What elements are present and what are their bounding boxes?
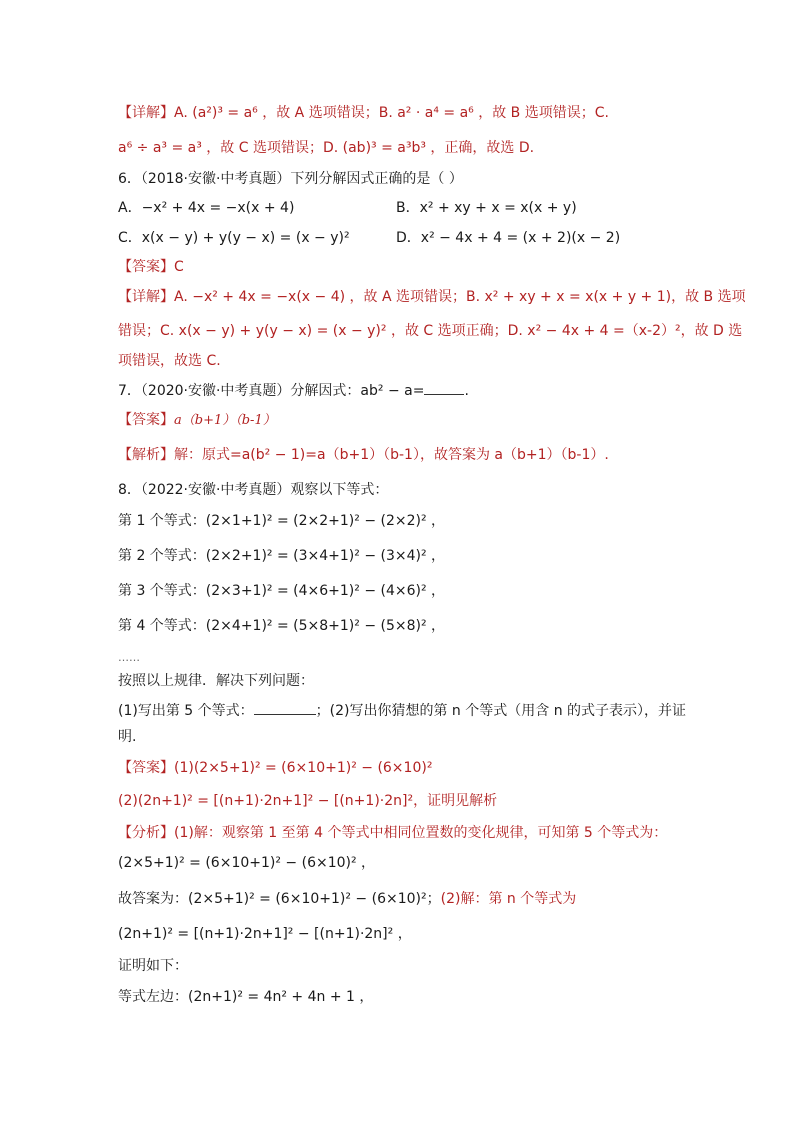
analysis-text: (1)解：观察第 1 至第 4 个等式中相同位置数的变化规律，可知第 5 个等式为： [174, 825, 668, 841]
q8-equation-1: 第 1 个等式：(2×1+1)² = (2×2+1)² − (2×2)² ， [118, 513, 446, 529]
detail-text: A. −x² + 4x = −x(x − 4) ，故 A 选项错误；B. x² + xy + x = x(x + y + 1)，故 B 选项 [174, 289, 746, 305]
q7-stem-end: . [464, 383, 469, 399]
answer-tag: 【答案】 [118, 259, 174, 275]
detail-line-2: a⁶ ÷ a³ = a³ ，故 C 选项错误；D. (ab)³ = a³b³ ，正确，故选 D. [118, 140, 535, 156]
q8-answer-2: (2)(2n+1)² = [(n+1)·2n+1]² − [(n+1)·2n]²，证明见解析 [118, 793, 498, 809]
answer-value: C [174, 259, 184, 275]
detail-tag: 【详解】 [118, 105, 174, 121]
q8-analysis-3 [118, 889, 576, 909]
q6-option-b: B．x² + xy + x = x(x + y) [396, 200, 577, 216]
analysis-text: 故答案为：(2×5+1)² = (6×10+1)² − (6×10)²； [118, 891, 441, 907]
answer-blank [254, 714, 316, 715]
answer-tag: 【答案】 [118, 412, 174, 428]
q8-ellipsis: …… [118, 651, 140, 664]
analysis-tag: 【分析】 [118, 825, 174, 841]
q8-analysis-2: (2×5+1)² = (6×10+1)² − (6×10)² ， [118, 855, 376, 871]
analysis-part-2: (2)解：第 n 个等式为 [440, 891, 577, 907]
q8-instruction: 按照以上规律．解决下列问题： [118, 673, 314, 689]
answer-value: a（b+1）（b-1） [174, 413, 276, 428]
analysis-answer: a（b+1）（b-1）. [494, 447, 609, 463]
q6-answer [118, 257, 184, 277]
analysis-tag: 【解析】 [118, 447, 174, 463]
q8-proof-heading: 证明如下： [118, 958, 188, 974]
q8-left-side: 等式左边：(2n+1)² = 4n² + 4n + 1 ， [118, 989, 374, 1005]
q7-stem-text: 7．（2020·安徽·中考真题）分解因式：ab² − a= [118, 383, 425, 399]
answer-value: (1)(2×5+1)² = (6×10+1)² − (6×10)² [174, 760, 433, 776]
q8-equation-4: 第 4 个等式：(2×4+1)² = (5×8+1)² − (5×8)² ， [118, 618, 446, 634]
q8-equation-2: 第 2 个等式：(2×2+1)² = (3×4+1)² − (3×4)² ， [118, 548, 446, 564]
q7-answer [118, 410, 276, 431]
detail-line-1 [118, 103, 609, 123]
q7-stem [118, 381, 469, 401]
q6-stem: 6．（2018·安徽·中考真题）下列分解因式正确的是（ ） [118, 171, 463, 187]
analysis-text: 解：原式=a(b² − 1)=a（b+1）（b-1），故答案为 [174, 447, 495, 463]
detail-tag: 【详解】 [118, 289, 174, 305]
q8-equation-3: 第 3 个等式：(2×3+1)² = (4×6+1)² − (4×6)² ， [118, 583, 446, 599]
answer-blank [424, 394, 464, 395]
q6-option-a: A．−x² + 4x = −x(x + 4) [118, 200, 295, 216]
q8-stem: 8．（2022·安徽·中考真题）观察以下等式： [118, 482, 389, 498]
q6-detail-line-1 [118, 287, 746, 307]
q8-parts-end: 明. [118, 729, 137, 745]
answer-tag: 【答案】 [118, 760, 174, 776]
q8-analysis-1 [118, 823, 667, 843]
part-2: ；(2)写出你猜想的第 n 个等式（用含 n 的式子表示），并证 [315, 703, 687, 719]
detail-text: A. (a²)³ = a⁶ ，故 A 选项错误；B. a² · a⁴ = a⁶ ，故 B 选项错误；C. [174, 105, 609, 121]
q6-option-c: C．x(x − y) + y(y − x) = (x − y)² [118, 230, 350, 246]
q8-answer-1 [118, 758, 432, 778]
q8-analysis-4: (2n+1)² = [(n+1)·2n+1]² − [(n+1)·2n]² ， [118, 926, 412, 942]
q8-parts [118, 701, 686, 721]
q6-detail-line-3: 项错误，故选 C. [118, 353, 221, 369]
q6-option-d: D．x² − 4x + 4 = (x + 2)(x − 2) [396, 230, 621, 246]
q6-detail-line-2: 错误；C. x(x − y) + y(y − x) = (x − y)² ，故 C 选项正确；D. x² − 4x + 4 =（x-2）²，故 D 选 [118, 323, 743, 339]
part-1: (1)写出第 5 个等式： [118, 703, 254, 719]
q7-analysis [118, 445, 609, 465]
